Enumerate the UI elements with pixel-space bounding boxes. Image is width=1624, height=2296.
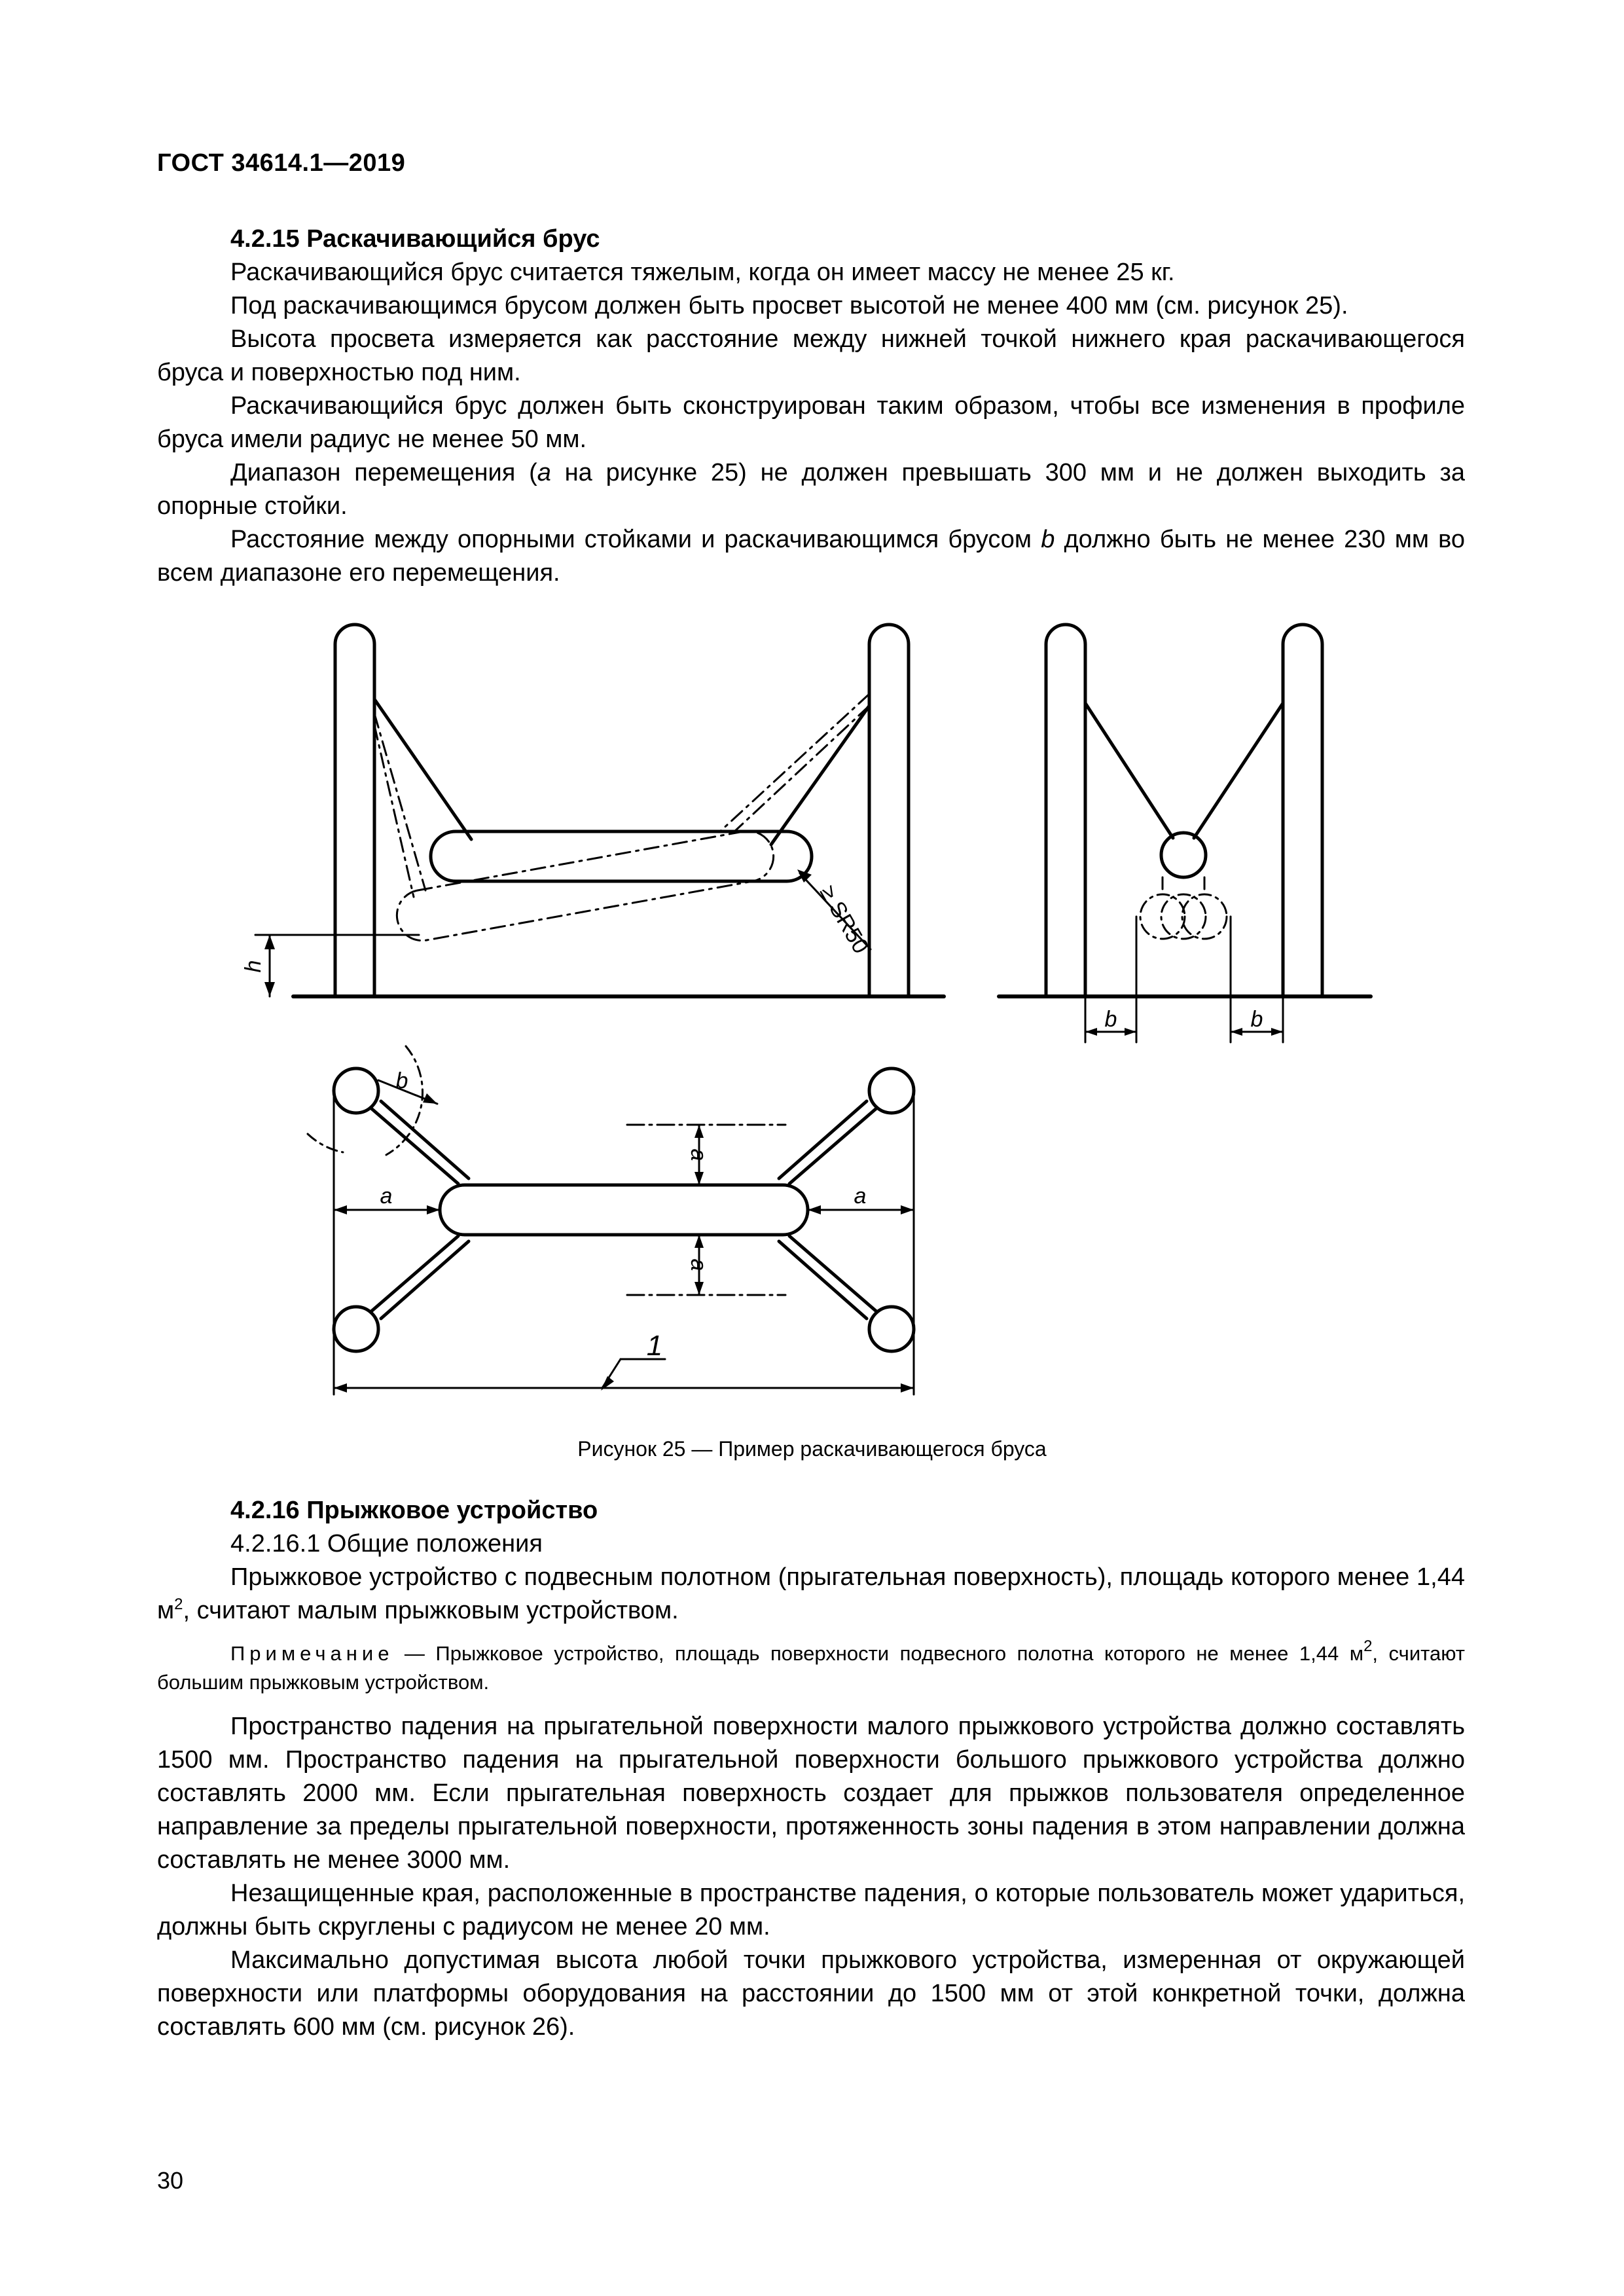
beam bbox=[431, 831, 812, 881]
displaced-beam-sections bbox=[1140, 877, 1227, 939]
paragraph: Расстояние между опорными стойками и раскачивающимся брусом b должно быть не менее 230 мм во всем диапазоне его перемещения. bbox=[157, 526, 1465, 587]
label-b-left: b bbox=[1104, 1007, 1117, 1032]
section-heading: 4.2.15 Раскачивающийся брус bbox=[230, 225, 600, 253]
label-b-plan: b bbox=[395, 1068, 408, 1093]
h-dimension bbox=[255, 935, 419, 996]
side-view bbox=[255, 625, 944, 996]
plan-view bbox=[308, 1046, 914, 1394]
paragraph: Раскачивающийся брус считается тяжелым, когда он имеет массу не менее 25 кг. bbox=[230, 259, 1175, 286]
paragraph: Диапазон перемещения (a на рисунке 25) не должен превышать 300 мм и не должен выходить за опорные стойки. bbox=[157, 459, 1466, 520]
paragraph: Раскачивающийся брус должен быть сконструирован таким образом, чтобы все изменения в профиле бруса имели радиус не менее 50 мм. bbox=[157, 392, 1465, 453]
label-a-bottom: a bbox=[686, 1258, 711, 1271]
label-sr50: ≥ SR50 bbox=[814, 881, 874, 958]
page-number: 30 bbox=[157, 2167, 184, 2194]
paragraph: Прыжковое устройство с подвесным полотном (прыгательная поверхность), площадь которого менее 1,44 $м^2$, считают малым прыжковым устройством. bbox=[157, 1563, 1465, 1624]
paragraph: Максимально допустимая высота любой точки прыжкового устройства, измеренная от окружающей поверхности или платформы оборудования на расстоянии до 1500 мм от этой конкретной точки, должна составлять 600 мм (см. рисунок 26). bbox=[157, 1946, 1465, 2041]
label-b-right: b bbox=[1250, 1007, 1263, 1032]
section-heading: 4.2.16 Прыжковое устройство bbox=[230, 1497, 598, 1524]
label-a-left: a bbox=[380, 1184, 393, 1209]
note: Примечание — Прыжковое устройство, площадь поверхности подвесного полотна которого не менее 1,44 $м^2$, считают большим прыжковым устройством. bbox=[157, 1637, 1466, 1694]
label-h: h bbox=[241, 960, 266, 973]
paragraph: Под раскачивающимся брусом должен быть просвет высотой не менее 400 мм (см. рисунок 25). bbox=[230, 292, 1348, 319]
left-post bbox=[335, 625, 374, 996]
right-post bbox=[869, 625, 909, 996]
front-view bbox=[999, 625, 1371, 1042]
note-label: Примечание bbox=[230, 1642, 394, 1665]
document-header: ГОСТ 34614.1—2019 bbox=[157, 149, 406, 177]
subsection-heading: 4.2.16.1 Общие положения bbox=[230, 1530, 543, 1558]
figure-caption: Рисунок 25 — Пример раскачивающегося бруса bbox=[577, 1437, 1047, 1461]
paragraph: Высота просвета измеряется как расстояние между нижней точкой нижнего края раскачивающегося бруса и поверхностью под ним. bbox=[157, 325, 1465, 386]
section-4-2-16 bbox=[157, 1494, 1465, 2044]
beam bbox=[440, 1185, 808, 1235]
variable-b: b bbox=[1041, 526, 1055, 553]
label-item-1: 1 bbox=[646, 1330, 663, 1362]
left-post bbox=[1046, 625, 1085, 996]
right-post bbox=[1283, 625, 1322, 996]
label-a-right: a bbox=[854, 1184, 867, 1209]
beam-section bbox=[1161, 833, 1206, 877]
displaced-beam bbox=[374, 694, 869, 941]
variable-a: a bbox=[537, 459, 551, 486]
paragraph: Незащищенные края, расположенные в пространстве падения, о которые пользователь может удариться, должны быть скруглены с радиусом не менее 20 мм. bbox=[157, 1880, 1465, 1941]
paragraph: Пространство падения на прыгательной поверхности малого прыжкового устройства должно составлять 1500 мм. Пространство падения на прыгательной поверхности большого прыжкового устройства должно составлять 2000 мм. Если прыгательная поверхность создает для прыжков пользователя определенное направление за пределы прыгательной поверхности, протяженность зоны падения в этом направлении должна составлять не менее 3000 мм. bbox=[157, 1713, 1465, 1874]
label-a-top: a bbox=[686, 1148, 711, 1161]
